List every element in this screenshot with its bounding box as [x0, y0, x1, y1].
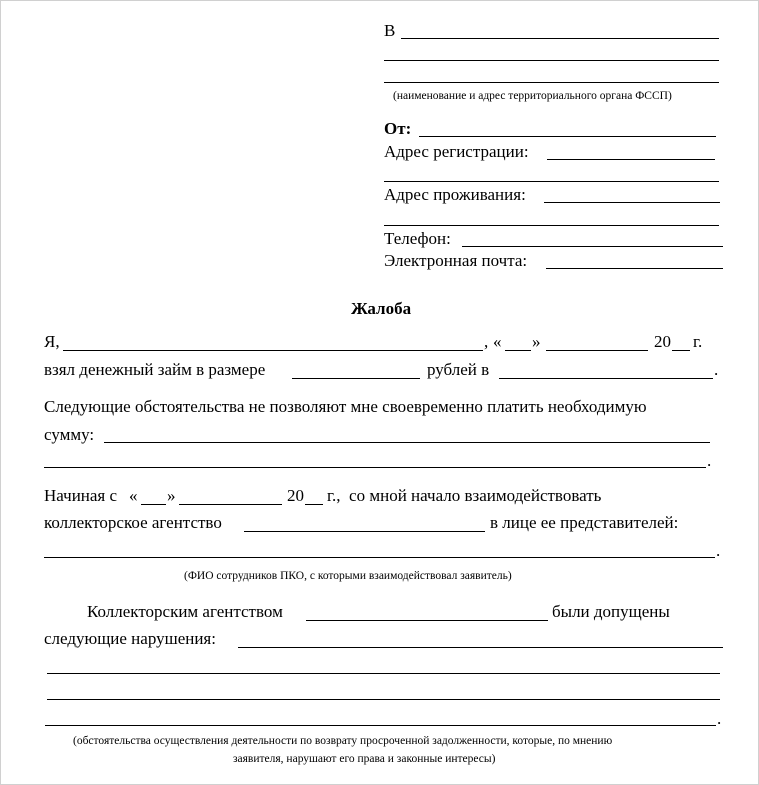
phone-field[interactable]: [462, 246, 723, 247]
p4-period: .: [717, 709, 722, 728]
circumstances-field[interactable]: [104, 442, 710, 443]
full-name-field[interactable]: [63, 350, 483, 351]
p1-line2-mid: рублей в: [427, 360, 490, 379]
contact-month-field[interactable]: [179, 504, 282, 505]
lender-field[interactable]: [499, 378, 713, 379]
p3-year: 20: [287, 486, 304, 505]
p2-period: .: [707, 451, 712, 470]
loan-month-field[interactable]: [546, 350, 648, 351]
p3-quote-close: »: [167, 486, 176, 505]
document-title: Жалоба: [351, 299, 412, 318]
violations-field[interactable]: [238, 647, 723, 648]
violations-field-line-4[interactable]: [45, 725, 716, 726]
p3-line2-end: в лице ее представителей:: [490, 513, 679, 532]
to-field-line-3[interactable]: [384, 82, 719, 83]
agency-name-field[interactable]: [244, 531, 485, 532]
representatives-field[interactable]: [44, 557, 715, 558]
p3-line2-start: коллекторское агентство: [44, 513, 222, 532]
live-address-label: Адрес проживания:: [384, 185, 526, 204]
p1-year-suffix: г.: [693, 332, 703, 351]
to-field[interactable]: [401, 38, 719, 39]
representatives-hint: (ФИО сотрудников ПКО, с которыми взаимодействовал заявитель): [184, 570, 512, 582]
violations-hint-line-1: (обстоятельства осуществления деятельности по возврату просроченной задолженности, которые, по мнению: [73, 735, 613, 747]
from-label: От:: [384, 119, 412, 138]
live-address-field-line-2[interactable]: [384, 225, 719, 226]
reg-address-field-line-2[interactable]: [384, 181, 719, 182]
live-address-field[interactable]: [544, 202, 720, 203]
to-field-line-2[interactable]: [384, 60, 719, 61]
p2-line2-start: сумму:: [44, 425, 95, 444]
violations-hint-line-2: заявителя, нарушают его права и законные интересы): [233, 753, 496, 765]
p2-line1: Следующие обстоятельства не позволяют мне своевременно платить необходимую: [44, 397, 647, 416]
violations-field-line-2[interactable]: [47, 673, 720, 674]
phone-label: Телефон:: [384, 229, 451, 248]
circumstances-field-line-2[interactable]: [44, 467, 706, 468]
loan-amount-field[interactable]: [292, 378, 420, 379]
p1-comma: ,: [484, 332, 489, 351]
p3-start: Начиная с: [44, 486, 118, 505]
p4-end: были допущены: [552, 602, 670, 621]
p4-line2-start: следующие нарушения:: [44, 629, 216, 648]
p1-line2-start: взял денежный займ в размере: [44, 360, 266, 379]
p3-rest: г., со мной начало взаимодействовать: [327, 486, 602, 505]
loan-day-field[interactable]: [505, 350, 531, 351]
violations-field-line-3[interactable]: [47, 699, 720, 700]
p1-period: .: [714, 360, 719, 379]
contact-day-field[interactable]: [141, 504, 166, 505]
p3-quote-open: «: [129, 486, 138, 505]
email-label: Электронная почта:: [384, 251, 528, 270]
p1-year: 20: [654, 332, 671, 351]
p3-period: .: [716, 541, 721, 560]
p1-quote-open: «: [493, 332, 502, 351]
reg-address-field[interactable]: [547, 159, 715, 160]
p1-start: Я,: [44, 332, 60, 351]
p4-start: Коллекторским агентством: [87, 602, 283, 621]
reg-address-label: Адрес регистрации:: [384, 142, 529, 161]
contact-year-field[interactable]: [305, 504, 323, 505]
loan-year-field[interactable]: [672, 350, 690, 351]
to-label: В: [384, 21, 396, 40]
agency-name-2-field[interactable]: [306, 620, 548, 621]
from-field[interactable]: [419, 136, 716, 137]
email-field[interactable]: [546, 268, 723, 269]
p1-quote-close: »: [532, 332, 541, 351]
to-hint: (наименование и адрес территориального органа ФССП): [393, 90, 672, 102]
